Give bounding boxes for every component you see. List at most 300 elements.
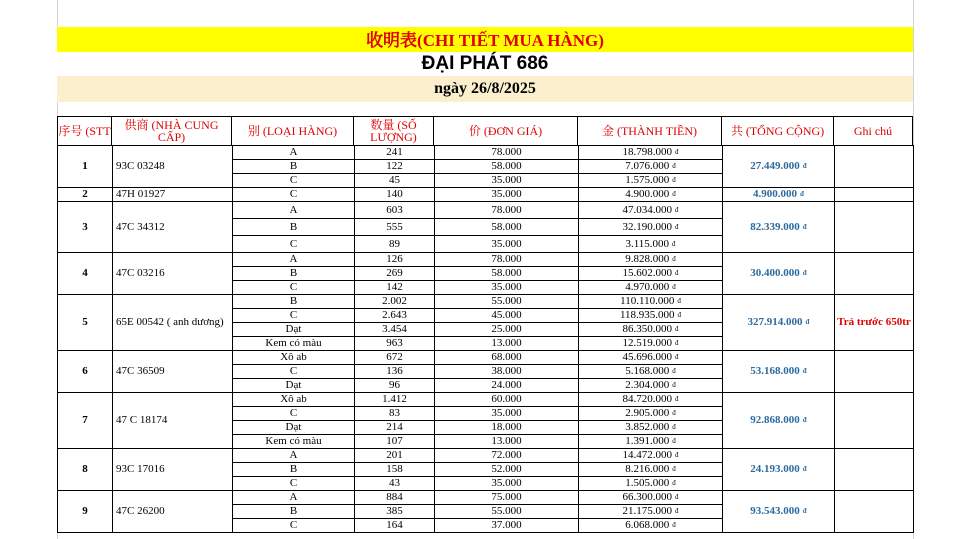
price-cell-text: 52.000 bbox=[491, 463, 522, 475]
amount-cell bbox=[579, 188, 723, 202]
type-cell bbox=[233, 351, 355, 365]
type-cell bbox=[233, 421, 355, 435]
price-cell-text: 35.000 bbox=[491, 237, 522, 250]
type-cell bbox=[233, 337, 355, 351]
type-cell bbox=[233, 407, 355, 421]
type-cell bbox=[233, 491, 355, 505]
type-cell-text: B bbox=[289, 295, 298, 307]
group-total-cell-text: 93.543.000 bbox=[750, 505, 800, 517]
amount-cell-text: 15.602.000 bbox=[622, 267, 672, 279]
qty-cell bbox=[355, 393, 435, 407]
price-cell bbox=[435, 323, 579, 337]
amount-cell bbox=[579, 393, 723, 407]
amount-cell-text: 7.076.000 bbox=[625, 160, 670, 172]
type-cell-text: B bbox=[289, 505, 298, 517]
amount-cell-text: 118.935.000 bbox=[619, 309, 675, 321]
table-row bbox=[58, 295, 914, 309]
price-cell-text: 25.000 bbox=[491, 323, 522, 335]
amount-cell-text: 45.696.000 bbox=[622, 351, 672, 363]
qty-cell-text: 164 bbox=[386, 519, 403, 531]
currency-symbol: đ bbox=[675, 507, 679, 515]
supplier-cell-text: 93C 03248 bbox=[116, 160, 165, 172]
stt-cell bbox=[58, 491, 113, 533]
qty-cell bbox=[355, 295, 435, 309]
header-qty: 数量 (SỐ LƯỢNG) bbox=[354, 116, 434, 146]
price-cell bbox=[435, 219, 579, 236]
type-cell bbox=[233, 160, 355, 174]
table-row bbox=[58, 146, 914, 160]
amount-cell bbox=[579, 519, 723, 533]
amount-cell bbox=[579, 449, 723, 463]
type-cell bbox=[233, 188, 355, 202]
supplier-cell-text: 47C 34312 bbox=[116, 220, 165, 233]
price-cell-text: 78.000 bbox=[491, 203, 522, 216]
group-total-cell bbox=[723, 449, 835, 491]
price-cell-text: 58.000 bbox=[491, 220, 522, 233]
amount-cell bbox=[579, 323, 723, 337]
currency-symbol: đ bbox=[672, 381, 676, 389]
currency-symbol: đ bbox=[802, 162, 807, 170]
type-cell bbox=[233, 253, 355, 267]
price-cell bbox=[435, 379, 579, 393]
price-cell-text: 35.000 bbox=[491, 281, 522, 293]
price-cell-text: 18.000 bbox=[491, 421, 522, 433]
price-cell bbox=[435, 477, 579, 491]
stt-cell-text: 5 bbox=[82, 316, 88, 328]
type-cell-text: B bbox=[289, 220, 298, 233]
currency-symbol: đ bbox=[675, 222, 679, 231]
header-stt: 序号 (STT bbox=[57, 116, 112, 146]
stt-cell-text: 3 bbox=[82, 220, 88, 233]
qty-cell-text: 555 bbox=[386, 220, 403, 233]
qty-cell bbox=[355, 519, 435, 533]
currency-symbol: đ bbox=[802, 367, 807, 375]
amount-cell-text: 9.828.000 bbox=[625, 253, 670, 265]
supplier-cell bbox=[113, 202, 233, 253]
qty-cell bbox=[355, 323, 435, 337]
type-cell-text: Dạt bbox=[285, 323, 302, 335]
group-total-cell-text: 30.400.000 bbox=[750, 267, 800, 279]
header-note: Ghi chú bbox=[834, 116, 913, 146]
group-total-cell bbox=[723, 202, 835, 253]
amount-cell-text: 47.034.000 bbox=[622, 203, 672, 216]
group-total-cell bbox=[723, 146, 835, 188]
type-cell bbox=[233, 267, 355, 281]
header-type: 别 (LOẠI HÀNG) bbox=[232, 116, 354, 146]
type-cell-text: C bbox=[289, 477, 298, 489]
amount-cell-text: 8.216.000 bbox=[625, 463, 670, 475]
supplier-cell bbox=[113, 491, 233, 533]
group-total-cell-text: 24.193.000 bbox=[750, 463, 800, 475]
type-cell bbox=[233, 379, 355, 393]
supplier-cell bbox=[113, 146, 233, 188]
type-cell-text: Kem có màu bbox=[265, 435, 322, 447]
stt-cell bbox=[58, 351, 113, 393]
type-cell-text: Xô ab bbox=[280, 393, 307, 405]
supplier-cell-text: 65E 00542 ( anh dương) bbox=[116, 316, 224, 328]
table-row bbox=[58, 393, 914, 407]
type-cell bbox=[233, 393, 355, 407]
type-cell-text: C bbox=[289, 188, 298, 200]
amount-cell-text: 1.505.000 bbox=[625, 477, 670, 489]
qty-cell bbox=[355, 160, 435, 174]
supplier-cell-text: 47C 03216 bbox=[116, 267, 165, 279]
qty-cell-text: 1.412 bbox=[382, 393, 407, 405]
stt-cell-text: 6 bbox=[82, 365, 88, 377]
qty-cell-text: 126 bbox=[386, 253, 403, 265]
group-total-cell-text: 82.339.000 bbox=[750, 220, 800, 233]
qty-cell bbox=[355, 281, 435, 295]
amount-cell bbox=[579, 309, 723, 323]
price-cell bbox=[435, 365, 579, 379]
stt-cell-text: 8 bbox=[82, 463, 88, 475]
qty-cell bbox=[355, 365, 435, 379]
sheet-title: 收明表(CHI TIẾT MUA HÀNG) bbox=[57, 27, 913, 52]
type-cell bbox=[233, 174, 355, 188]
qty-cell bbox=[355, 505, 435, 519]
qty-cell-text: 2.643 bbox=[382, 309, 407, 321]
qty-cell-text: 142 bbox=[386, 281, 403, 293]
group-total-cell-text: 4.900.000 bbox=[753, 188, 798, 200]
amount-cell-text: 21.175.000 bbox=[622, 505, 672, 517]
header-total: 共 (TỔNG CỘNG) bbox=[722, 116, 834, 146]
qty-cell-text: 107 bbox=[386, 435, 403, 447]
amount-cell-text: 12.519.000 bbox=[622, 337, 672, 349]
price-cell bbox=[435, 309, 579, 323]
type-cell-text: A bbox=[289, 146, 298, 158]
type-cell-text: B bbox=[289, 463, 298, 475]
qty-cell-text: 140 bbox=[386, 188, 403, 200]
price-cell-text: 13.000 bbox=[491, 337, 522, 349]
group-total-cell-text: 327.914.000 bbox=[747, 316, 803, 328]
currency-symbol: đ bbox=[672, 479, 676, 487]
currency-symbol: đ bbox=[805, 318, 810, 326]
type-cell-text: C bbox=[289, 407, 298, 419]
amount-cell bbox=[579, 351, 723, 365]
amount-cell-text: 6.068.000 bbox=[625, 519, 670, 531]
qty-cell-text: 385 bbox=[386, 505, 403, 517]
supplier-cell-text: 47 C 18174 bbox=[116, 414, 168, 426]
qty-cell-text: 214 bbox=[386, 421, 403, 433]
type-cell-text: Kem có màu bbox=[265, 337, 322, 349]
type-cell bbox=[233, 463, 355, 477]
qty-cell bbox=[355, 463, 435, 477]
qty-cell-text: 122 bbox=[386, 160, 403, 172]
qty-cell bbox=[355, 253, 435, 267]
qty-cell bbox=[355, 407, 435, 421]
amount-cell-text: 18.798.000 bbox=[622, 146, 672, 158]
currency-symbol: đ bbox=[675, 493, 679, 501]
qty-cell-text: 603 bbox=[386, 203, 403, 216]
currency-symbol: đ bbox=[802, 416, 807, 424]
qty-cell-text: 672 bbox=[386, 351, 403, 363]
qty-cell-text: 83 bbox=[389, 407, 400, 419]
qty-cell bbox=[355, 236, 435, 253]
type-cell-text: B bbox=[289, 267, 298, 279]
price-cell bbox=[435, 188, 579, 202]
currency-symbol: đ bbox=[675, 339, 679, 347]
type-cell-text: A bbox=[289, 449, 298, 461]
amount-cell bbox=[579, 463, 723, 477]
type-cell-text: C bbox=[289, 237, 298, 250]
price-cell bbox=[435, 236, 579, 253]
stt-cell bbox=[58, 295, 113, 351]
amount-cell bbox=[579, 379, 723, 393]
currency-symbol: đ bbox=[675, 353, 679, 361]
amount-cell bbox=[579, 146, 723, 160]
currency-symbol: đ bbox=[802, 507, 807, 515]
amount-cell bbox=[579, 477, 723, 491]
price-cell bbox=[435, 463, 579, 477]
currency-symbol: đ bbox=[672, 239, 676, 248]
price-cell-text: 55.000 bbox=[491, 505, 522, 517]
currency-symbol: đ bbox=[672, 521, 676, 529]
supplier-cell bbox=[113, 188, 233, 202]
note-cell bbox=[835, 351, 914, 393]
type-cell-text: Dạt bbox=[285, 421, 302, 433]
type-cell-text: Dạt bbox=[285, 379, 302, 391]
amount-cell-text: 5.168.000 bbox=[625, 365, 670, 377]
amount-cell bbox=[579, 491, 723, 505]
group-total-cell bbox=[723, 188, 835, 202]
type-cell bbox=[233, 309, 355, 323]
price-cell bbox=[435, 505, 579, 519]
price-cell bbox=[435, 351, 579, 365]
amount-cell bbox=[579, 505, 723, 519]
type-cell bbox=[233, 477, 355, 491]
qty-cell-text: 43 bbox=[389, 477, 400, 489]
note-cell bbox=[835, 188, 914, 202]
qty-cell-text: 241 bbox=[386, 146, 403, 158]
currency-symbol: đ bbox=[675, 395, 679, 403]
qty-cell-text: 963 bbox=[386, 337, 403, 349]
group-total-cell bbox=[723, 393, 835, 449]
currency-symbol: đ bbox=[672, 162, 676, 170]
type-cell-text: A bbox=[289, 203, 298, 216]
type-cell-text: A bbox=[289, 491, 298, 503]
qty-cell-text: 2.002 bbox=[382, 295, 407, 307]
price-cell bbox=[435, 295, 579, 309]
qty-cell bbox=[355, 435, 435, 449]
type-cell bbox=[233, 281, 355, 295]
supplier-cell bbox=[113, 449, 233, 491]
currency-symbol: đ bbox=[802, 465, 807, 473]
table-row bbox=[58, 253, 914, 267]
type-cell-text: B bbox=[289, 160, 298, 172]
note-cell bbox=[835, 393, 914, 449]
stt-cell-text: 4 bbox=[82, 267, 88, 279]
amount-cell bbox=[579, 253, 723, 267]
price-cell-text: 45.000 bbox=[491, 309, 522, 321]
price-cell-text: 13.000 bbox=[491, 435, 522, 447]
amount-cell-text: 4.970.000 bbox=[625, 281, 670, 293]
price-cell-text: 38.000 bbox=[491, 365, 522, 377]
amount-cell-text: 4.900.000 bbox=[625, 188, 670, 200]
stt-cell bbox=[58, 188, 113, 202]
supplier-cell bbox=[113, 393, 233, 449]
type-cell-text: C bbox=[289, 174, 298, 186]
type-cell bbox=[233, 323, 355, 337]
amount-cell bbox=[579, 267, 723, 281]
purchase-table bbox=[57, 145, 914, 533]
note-cell-text: Trả trước 650tr bbox=[837, 316, 911, 328]
qty-cell bbox=[355, 421, 435, 435]
price-cell bbox=[435, 519, 579, 533]
price-cell bbox=[435, 253, 579, 267]
qty-cell bbox=[355, 174, 435, 188]
amount-cell-text: 14.472.000 bbox=[622, 449, 672, 461]
header-amount: 金 (THÀNH TIỀN) bbox=[578, 116, 722, 146]
currency-symbol: đ bbox=[677, 297, 681, 305]
company-name: ĐẠI PHÁT 686 bbox=[57, 52, 913, 76]
amount-cell-text: 84.720.000 bbox=[622, 393, 672, 405]
type-cell-text: C bbox=[289, 281, 298, 293]
header-price: 价 (ĐƠN GIÁ) bbox=[434, 116, 578, 146]
currency-symbol: đ bbox=[802, 222, 807, 231]
currency-symbol: đ bbox=[800, 190, 804, 198]
note-cell bbox=[835, 295, 914, 351]
stt-cell bbox=[58, 393, 113, 449]
price-cell bbox=[435, 491, 579, 505]
note-cell bbox=[835, 491, 914, 533]
table-row bbox=[58, 491, 914, 505]
qty-cell bbox=[355, 219, 435, 236]
qty-cell bbox=[355, 188, 435, 202]
price-cell-text: 72.000 bbox=[491, 449, 522, 461]
qty-cell bbox=[355, 379, 435, 393]
qty-cell-text: 158 bbox=[386, 463, 403, 475]
amount-cell bbox=[579, 236, 723, 253]
price-cell bbox=[435, 202, 579, 219]
group-total-cell-text: 53.168.000 bbox=[750, 365, 800, 377]
amount-cell bbox=[579, 337, 723, 351]
type-cell bbox=[233, 219, 355, 236]
note-cell bbox=[835, 146, 914, 188]
stt-cell-text: 7 bbox=[82, 414, 88, 426]
qty-cell-text: 45 bbox=[389, 174, 400, 186]
price-cell-text: 35.000 bbox=[491, 407, 522, 419]
header-supplier: 供商 (NHÀ CUNG CẤP) bbox=[112, 116, 232, 146]
supplier-cell-text: 93C 17016 bbox=[116, 463, 165, 475]
price-cell-text: 78.000 bbox=[491, 146, 522, 158]
type-cell bbox=[233, 146, 355, 160]
note-cell bbox=[835, 202, 914, 253]
price-cell bbox=[435, 267, 579, 281]
amount-cell bbox=[579, 174, 723, 188]
currency-symbol: đ bbox=[672, 190, 676, 198]
stt-cell bbox=[58, 146, 113, 188]
price-cell bbox=[435, 337, 579, 351]
qty-cell-text: 269 bbox=[386, 267, 403, 279]
stt-cell bbox=[58, 449, 113, 491]
table-row bbox=[58, 351, 914, 365]
qty-cell-text: 89 bbox=[389, 237, 400, 250]
stt-cell-text: 9 bbox=[82, 505, 88, 517]
type-cell bbox=[233, 365, 355, 379]
price-cell bbox=[435, 281, 579, 295]
amount-cell bbox=[579, 295, 723, 309]
group-total-cell bbox=[723, 491, 835, 533]
amount-cell bbox=[579, 435, 723, 449]
group-total-cell-text: 92.868.000 bbox=[750, 414, 800, 426]
group-total-cell bbox=[723, 351, 835, 393]
price-cell-text: 58.000 bbox=[491, 160, 522, 172]
qty-cell-text: 3.454 bbox=[382, 323, 407, 335]
amount-cell bbox=[579, 365, 723, 379]
type-cell-text: Xô ab bbox=[280, 351, 307, 363]
qty-cell bbox=[355, 146, 435, 160]
type-cell bbox=[233, 435, 355, 449]
price-cell bbox=[435, 160, 579, 174]
amount-cell-text: 2.304.000 bbox=[625, 379, 670, 391]
amount-cell-text: 86.350.000 bbox=[622, 323, 672, 335]
price-cell-text: 35.000 bbox=[491, 174, 522, 186]
currency-symbol: đ bbox=[675, 451, 679, 459]
price-cell-text: 75.000 bbox=[491, 491, 522, 503]
group-total-cell bbox=[723, 295, 835, 351]
amount-cell-text: 3.852.000 bbox=[625, 421, 670, 433]
amount-cell bbox=[579, 202, 723, 219]
price-cell-text: 68.000 bbox=[491, 351, 522, 363]
qty-cell bbox=[355, 202, 435, 219]
qty-cell bbox=[355, 309, 435, 323]
qty-cell bbox=[355, 351, 435, 365]
amount-cell-text: 3.115.000 bbox=[625, 237, 670, 250]
type-cell-text: C bbox=[289, 365, 298, 377]
qty-cell bbox=[355, 267, 435, 281]
price-cell-text: 35.000 bbox=[491, 477, 522, 489]
amount-cell-text: 1.391.000 bbox=[625, 435, 670, 447]
type-cell bbox=[233, 519, 355, 533]
type-cell bbox=[233, 295, 355, 309]
currency-symbol: đ bbox=[675, 205, 679, 214]
qty-cell-text: 884 bbox=[386, 491, 403, 503]
amount-cell-text: 1.575.000 bbox=[625, 174, 670, 186]
qty-cell bbox=[355, 449, 435, 463]
amount-cell-text: 110.110.000 bbox=[620, 295, 675, 307]
group-total-cell-text: 27.449.000 bbox=[750, 160, 800, 172]
type-cell-text: C bbox=[289, 519, 298, 531]
supplier-cell bbox=[113, 351, 233, 393]
table-row bbox=[58, 188, 914, 202]
qty-cell bbox=[355, 477, 435, 491]
price-cell bbox=[435, 449, 579, 463]
currency-symbol: đ bbox=[802, 269, 807, 277]
type-cell bbox=[233, 449, 355, 463]
currency-symbol: đ bbox=[675, 269, 679, 277]
currency-symbol: đ bbox=[677, 311, 682, 319]
qty-cell-text: 201 bbox=[386, 449, 403, 461]
price-cell-text: 24.000 bbox=[491, 379, 522, 391]
amount-cell bbox=[579, 421, 723, 435]
currency-symbol: đ bbox=[672, 176, 676, 184]
group-total-cell bbox=[723, 253, 835, 295]
supplier-cell bbox=[113, 253, 233, 295]
currency-symbol: đ bbox=[672, 283, 676, 291]
qty-cell-text: 136 bbox=[386, 365, 403, 377]
qty-cell bbox=[355, 491, 435, 505]
price-cell-text: 60.000 bbox=[491, 393, 522, 405]
supplier-cell bbox=[113, 295, 233, 351]
currency-symbol: đ bbox=[675, 325, 679, 333]
price-cell bbox=[435, 421, 579, 435]
price-cell bbox=[435, 393, 579, 407]
supplier-cell-text: 47C 26200 bbox=[116, 505, 165, 517]
type-cell bbox=[233, 202, 355, 219]
type-cell bbox=[233, 505, 355, 519]
stt-cell-text: 2 bbox=[82, 188, 88, 200]
amount-cell-text: 32.190.000 bbox=[622, 220, 672, 233]
